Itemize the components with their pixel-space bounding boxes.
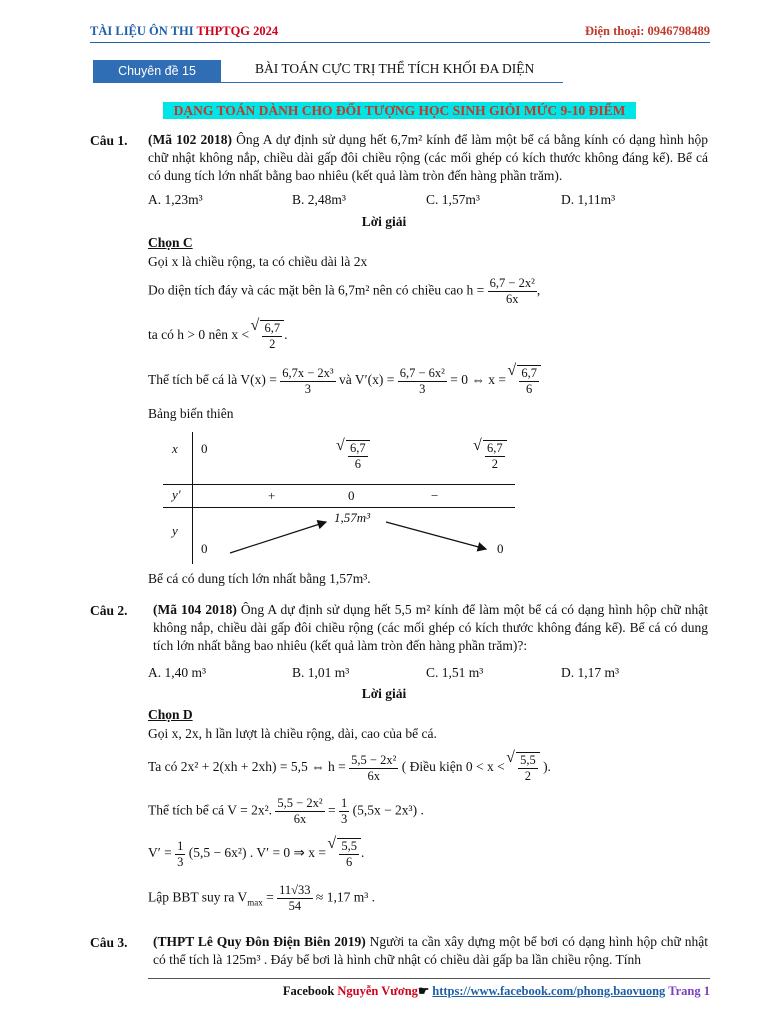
table-x-root1: √ $\frac{6,7}{6}$ — [338, 440, 370, 472]
table-x-label: x — [172, 441, 178, 456]
q2-solution-heading: Lời giải — [361, 686, 407, 701]
table-yp-label: y′ — [172, 487, 181, 502]
topic-title: BÀI TOÁN CỰC TRỊ THỂ TÍCH KHỐI ĐA DIỆN — [255, 61, 535, 76]
header-phone: Điện thoại: 0946798489 — [585, 24, 710, 38]
q1-option-d: D. 1,11m³ — [561, 192, 616, 207]
q2-line2: Ta có 2x² + 2(xh + 2xh) = 5,5 ⇔ h = $\frac{\text{5,5 − 2x²}}{6x}$ ( Điều kiện 0 < x < √ $\frac{5,5}{2}$ ). — [148, 752, 551, 784]
q2-line1: Gọi x, 2x, h lần lượt là chiều rộng, dài, cao của bể cá. — [148, 726, 437, 741]
q1-line3: ta có h > 0 nên x < √ $\frac{6,7}{2}$ . — [148, 320, 287, 352]
q2-option-b: B. 1,01 m³ — [292, 665, 350, 680]
q2-option-a: A. 1,40 m³ — [148, 665, 207, 680]
q2-option-c: C. 1,51 m³ — [426, 665, 484, 680]
footer-link[interactable]: https://www.facebook.com/phong.baovuong — [432, 984, 666, 998]
table-x-root2: √ $\frac{6,7}{2}$ — [475, 440, 507, 472]
q1-label: Câu 1. — [90, 133, 128, 148]
q3-label: Câu 3. — [90, 935, 128, 950]
q1-option-c: C. 1,57m³ — [426, 192, 480, 207]
q1-option-b: B. 2,48m³ — [292, 192, 346, 207]
q2-label: Câu 2. — [90, 603, 128, 618]
topic-chip: Chuyên đề 15 — [93, 60, 221, 82]
table-y-max: 1,57m³ — [334, 510, 371, 525]
q1-conclusion: Bể cá có dung tích lớn nhất bằng 1,57m³. — [148, 571, 371, 586]
q1-text: (Mã 102 2018) Ông A dự định sử dụng hết 6,7m² kính để làm một bể cá bằng kính có dạng hình hộp chữ nhật không nắp, chiều dài gấp đôi chiều rộng (các mối ghép có kích thước không đáng kể). Bể cá có dung tích lớn nhất bằng bao nhiêu (kết quả làm tròn đến hàng phần trăm). — [148, 132, 708, 183]
q1-solution-heading: Lời giải — [361, 214, 407, 229]
table-y-right: 0 — [497, 541, 504, 556]
q1-line2: Do diện tích đáy và các mặt bên là 6,7m² nên có chiều cao h = $\frac{\text{6,7 − 2x²}}{6x}$ , — [148, 276, 541, 306]
footer: Facebook Nguyễn Vương☛ https://www.facebook.com/phong.baovuong Trang 1 — [282, 984, 710, 998]
q2-line4: V′ = $\frac{1}{3}$ (5,5 − 6x²) . V′ = 0 ⇒ x = √ $\frac{5,5}{6}$ . — [148, 838, 364, 870]
arrow-up — [230, 522, 326, 553]
table-plus: + — [268, 488, 276, 503]
q1-answer: Chọn C — [148, 235, 193, 250]
section-title: DẠNG TOÁN DÀNH CHO ĐỐI TƯỢNG HỌC SINH GIỎI MỨC 9-10 ĐIỂM — [163, 102, 636, 119]
q2-line3: Thể tích bể cá V = 2x². $\frac{\text{5,5 − 2x²}}{6x}$ = $\frac{1}{3}$ (5,5x − 2x³) . — [148, 796, 424, 826]
q2-option-d: D. 1,17 m³ — [561, 665, 620, 680]
table-yp-zero: 0 — [348, 488, 355, 503]
footer-divider — [148, 978, 710, 979]
footer-author: Nguyễn Vương — [337, 984, 418, 998]
header-title: TÀI LIỆU ÔN THI THPTQG 2024 — [90, 24, 279, 38]
q1-option-a: A. 1,23m³ — [148, 192, 203, 207]
table-minus: − — [431, 488, 439, 503]
table-x-zero: 0 — [201, 441, 208, 456]
footer-page: Trang 1 — [665, 984, 710, 998]
table-y-label: y — [172, 523, 178, 538]
q3-text: (THPT Lê Quy Đôn Điện Biên 2019) Người ta cần xây dựng một bể bơi có dạng hình hộp chữ nhật có thể tích là 125m³ . Đáy bể bơi là hình chữ nhật có chiều dài gấp ba lần chiều rộng. Tính — [153, 934, 708, 967]
q1-line4: Thể tích bể cá là V(x) = $\frac{\text{6,7x − 2x³}}{3}$ và V′(x) = $\frac{\text{6,7 − 6x²}}{3}$ = 0 ⇔ x = √ $\frac{6,7}{6}$ — [148, 365, 541, 397]
q2-line5: Lập BBT suy ra $V_{max}$ = $\frac{11√33}{54}$ ≈ 1,17 m³ . — [148, 883, 375, 913]
q1-bbt-label: Bảng biến thiên — [148, 406, 234, 421]
q2-answer: Chọn D — [148, 707, 193, 722]
arrow-down — [386, 522, 486, 549]
q1-line1: Gọi x là chiều rộng, ta có chiều dài là 2x — [148, 254, 368, 269]
q2-text: (Mã 104 2018) Ông A dự định sử dụng hết 5,5 m² kính để làm một bể cá có dạng hình hộp chữ nhật không nắp, chiều dài gấp đôi chiều rộng (các mối ghép có kích thước không đáng kể). Bể cá có dung tích lớn nhất bằng bao nhiêu (kết quả làm tròn đến hàng phần trăm)?: — [153, 602, 709, 653]
table-y-left: 0 — [201, 541, 208, 556]
